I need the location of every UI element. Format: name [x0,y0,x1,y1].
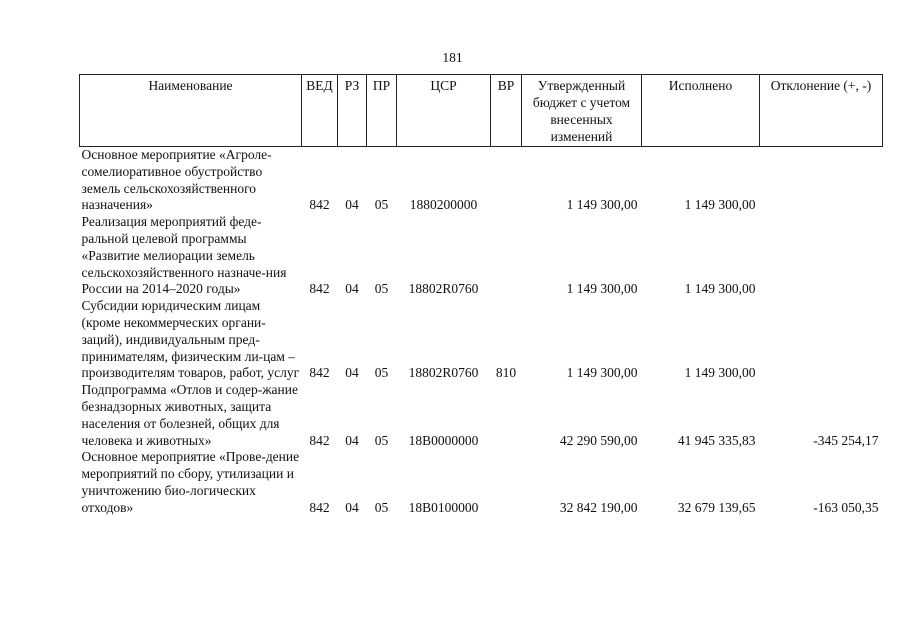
row-approved: 42 290 590,00 [559,432,638,448]
table-row [80,449,883,516]
row-vr [491,214,522,298]
row-name: Реализация мероприятий феде-ральной целевой программы «Развитие мелиорации земель сельскохозяйственного назначе-ния России на 2014–2020 годы» [81,214,287,297]
row-vr [491,147,522,215]
row-deviation: -163 050,35 [813,499,879,515]
header-row [80,75,883,147]
row-approved: 1 149 300,00 [566,281,638,297]
column-header-name: Наименование [80,75,302,147]
row-rz: 04 [345,365,359,381]
row-executed: 32 679 139,65 [677,499,756,515]
column-header-approved: Утвержденный бюджет с учетом внесенных изменений [522,75,642,147]
row-approved: 32 842 190,00 [559,499,638,515]
row-csr: 1880200000 [409,197,478,213]
row-vr [491,382,522,449]
row-pr: 05 [374,365,389,381]
row-ved: 842 [309,499,330,515]
row-name: Основное мероприятие «Агроле-сомелиоративное обустройство земель сельскохозяйственного назначения» [81,147,272,213]
table-row [80,298,883,382]
row-executed: 1 149 300,00 [684,281,756,297]
column-header-vr: ВР [491,75,522,147]
column-header-executed: Исполнено [642,75,760,147]
row-approved: 1 149 300,00 [566,365,638,381]
row-deviation [760,298,883,382]
row-csr: 18802R0760 [408,281,479,297]
budget-table [79,74,883,517]
row-name: Подпрограмма «Отлов и содер-жание безнадзорных животных, защита населения от болезней, общих для человека и животных» [81,382,298,448]
column-header-csr: ЦСР [397,75,491,147]
row-executed: 1 149 300,00 [684,365,756,381]
row-ved: 842 [309,281,330,297]
row-ved: 842 [309,197,330,213]
row-vr [491,449,522,516]
page-number: 181 [442,50,463,65]
row-rz: 04 [345,432,359,448]
table-row [80,147,883,215]
table-row [80,214,883,298]
row-rz: 04 [345,197,359,213]
table-body [80,147,883,517]
column-header-deviation: Отклонение (+, -) [760,75,883,147]
column-header-rz: РЗ [338,75,367,147]
row-name: Основное мероприятие «Прове-дение мероприятий по сбору, утилизации и уничтожению био-логических отходов» [81,449,300,515]
row-rz: 04 [345,281,359,297]
column-header-pr: ПР [367,75,397,147]
row-name: Субсидии юридическим лицам (кроме некоммерческих органи-заций), индивидуальным пред-принимателям, физическим ли-цам – производителям товаров, работ, услуг [81,298,300,381]
row-deviation [760,214,883,298]
row-csr: 18В0100000 [408,499,479,515]
row-vr: 810 [495,365,517,381]
row-pr: 05 [374,499,389,515]
row-pr: 05 [374,432,389,448]
row-deviation [760,147,883,215]
row-executed: 41 945 335,83 [677,432,756,448]
row-deviation: -345 254,17 [813,432,879,448]
row-pr: 05 [374,197,389,213]
column-header-ved: ВЕД [302,75,338,147]
row-csr: 18В0000000 [408,432,479,448]
row-executed: 1 149 300,00 [684,197,756,213]
row-pr: 05 [374,281,389,297]
row-approved: 1 149 300,00 [566,197,638,213]
table-header [80,75,883,147]
row-ved: 842 [309,432,330,448]
table-row [80,382,883,449]
row-rz: 04 [345,499,359,515]
row-csr: 18802R0760 [408,365,479,381]
row-ved: 842 [309,365,330,381]
